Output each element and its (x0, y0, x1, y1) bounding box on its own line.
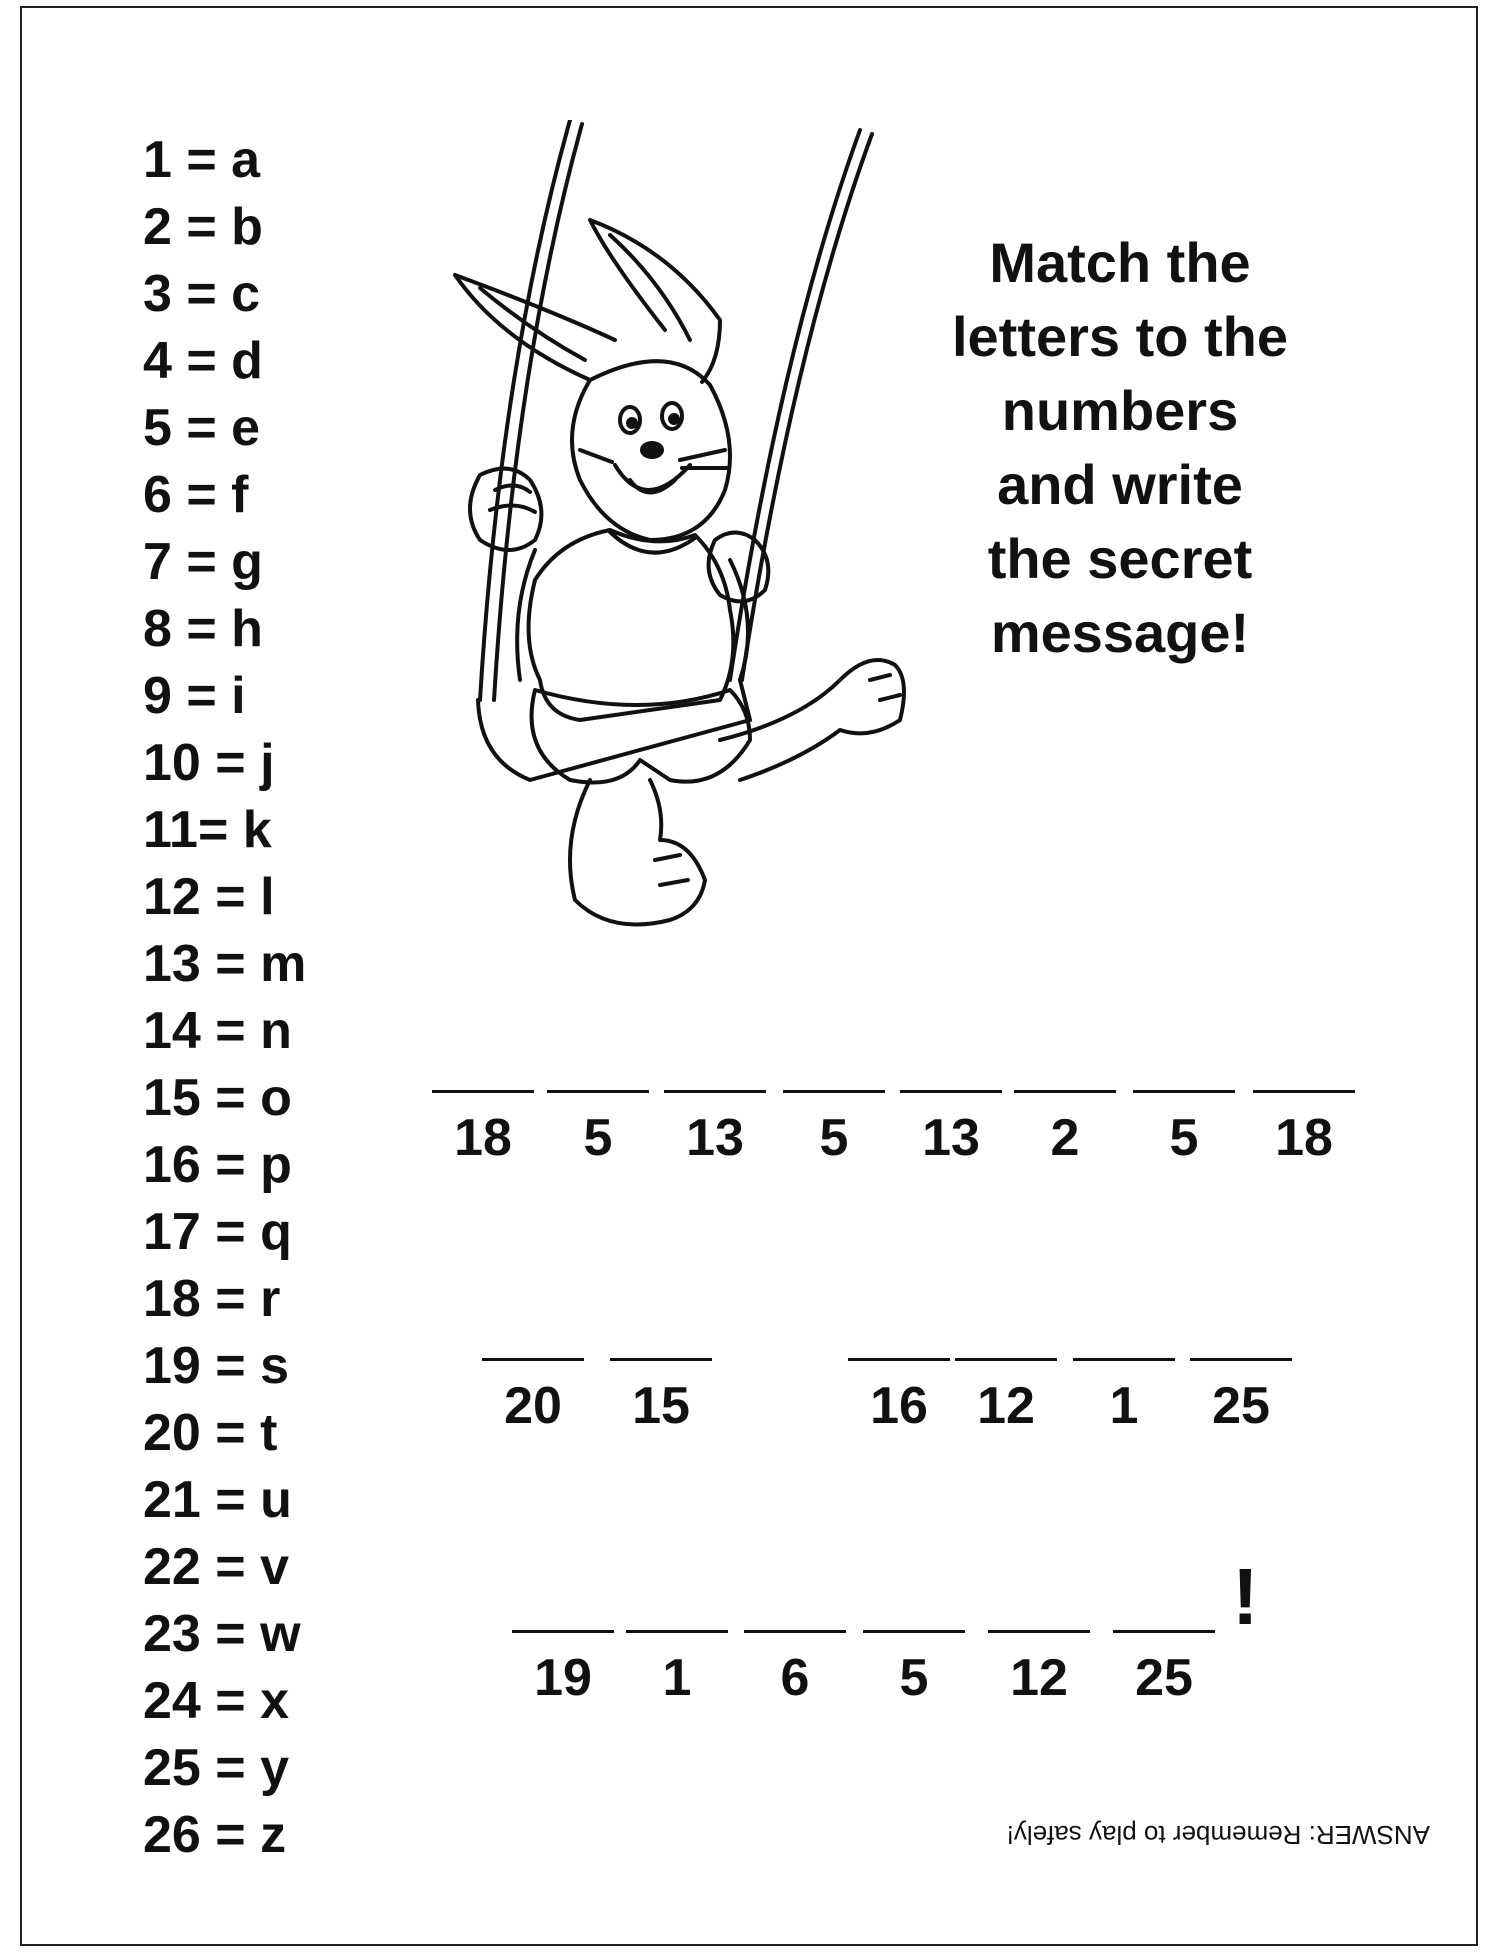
blank-number: 19 (534, 1649, 592, 1707)
key-item: 16 = p (143, 1136, 292, 1194)
key-item: 10 = j (143, 734, 275, 792)
rabbit-swing-illustration (440, 120, 960, 950)
key-item: 14 = n (143, 1002, 292, 1060)
blank-number: 5 (819, 1109, 849, 1167)
key-item: 6 = f (143, 466, 249, 524)
blank-number: 5 (583, 1109, 613, 1167)
blank-number: 5 (899, 1649, 929, 1707)
blank-number: 18 (454, 1109, 512, 1167)
instructions-text (905, 226, 1335, 670)
exclamation-mark: ! (1232, 1552, 1259, 1641)
key-item: 22 = v (143, 1538, 290, 1596)
key-item: 19 = s (143, 1337, 290, 1395)
key-item: 23 = w (143, 1605, 301, 1663)
key-item: 15 = o (143, 1069, 292, 1127)
instructions-line: Match the (989, 231, 1251, 294)
key-item: 11= k (143, 801, 272, 859)
key-item: 24 = x (143, 1672, 290, 1730)
key-item: 18 = r (143, 1270, 281, 1328)
blank-number: 25 (1212, 1377, 1270, 1435)
blank-number: 13 (686, 1109, 744, 1167)
blank-number: 13 (922, 1109, 980, 1167)
instructions-line: and write (997, 453, 1243, 516)
blank-number: 16 (870, 1377, 928, 1435)
key-item: 21 = u (143, 1471, 292, 1529)
instructions-line: letters to the (951, 305, 1289, 368)
key-item: 25 = y (143, 1739, 290, 1797)
blank-number: 5 (1169, 1109, 1199, 1167)
key-item: 26 = z (143, 1806, 287, 1864)
key-item: 3 = c (143, 265, 261, 323)
key-item: 9 = i (143, 667, 246, 725)
key-item: 13 = m (143, 935, 307, 993)
key-item: 17 = q (143, 1203, 292, 1261)
blank-number: 18 (1275, 1109, 1333, 1167)
blank-number: 20 (504, 1377, 562, 1435)
blank-number: 1 (662, 1649, 692, 1707)
blank-number: 12 (977, 1377, 1035, 1435)
key-item: 4 = d (143, 332, 263, 390)
letter-key-list (143, 127, 306, 1869)
key-item: 12 = l (143, 868, 275, 926)
key-item: 5 = e (143, 399, 261, 457)
instructions-line: message! (990, 601, 1250, 664)
key-item: 8 = h (143, 600, 263, 658)
key-item: 2 = b (143, 198, 263, 256)
blank-number: 12 (1010, 1649, 1068, 1707)
key-item: 1 = a (143, 131, 261, 189)
upside-down-answer: ANSWER: Remember to play safely! (1006, 1820, 1430, 1850)
blank-number: 6 (780, 1649, 810, 1707)
key-item: 7 = g (143, 533, 263, 591)
blank-number: 25 (1135, 1649, 1193, 1707)
blank-number: 15 (632, 1377, 690, 1435)
instructions-line: the secret (987, 527, 1253, 590)
blank-number: 1 (1109, 1377, 1139, 1435)
instructions-line: numbers (1001, 379, 1239, 442)
key-item: 20 = t (143, 1404, 278, 1462)
blank-number: 2 (1050, 1109, 1080, 1167)
